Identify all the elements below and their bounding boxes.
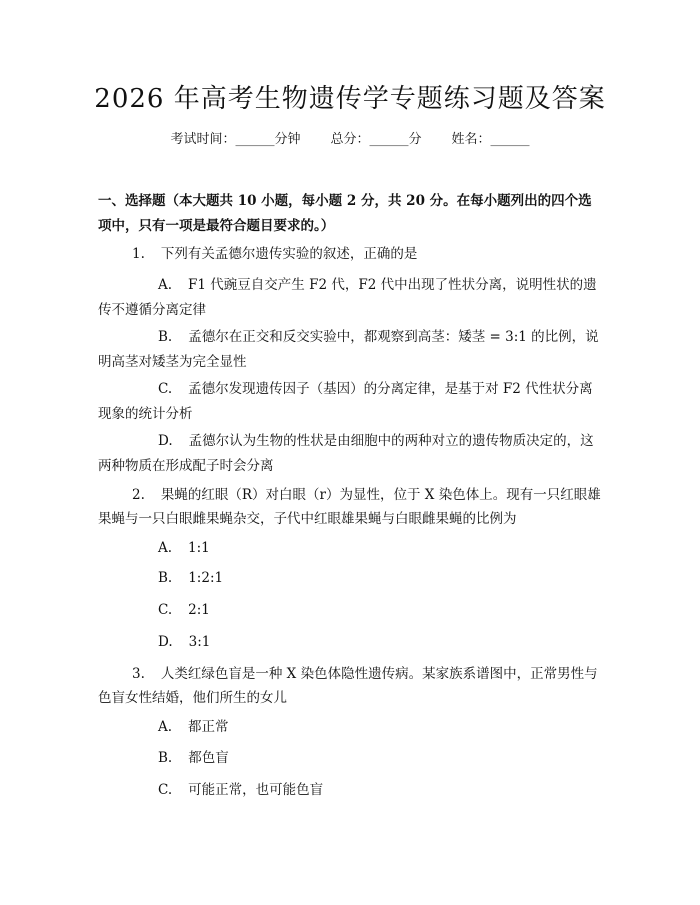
student-name-field: 姓名：______ [451, 132, 530, 147]
option-text: 可能正常，也可能色盲 [188, 782, 324, 798]
question-1-option-a [98, 273, 604, 323]
option-label: B. [158, 750, 173, 766]
option-text: 1:2:1 [188, 570, 224, 586]
option-label: D. [158, 634, 173, 650]
question-1-option-c [98, 377, 604, 427]
question-1-option-b [98, 325, 604, 375]
option-label: A. [158, 719, 173, 735]
question-number: 1. [132, 246, 145, 262]
option-text: 2:1 [188, 602, 210, 618]
question-stem: 下列有关孟德尔遗传实验的叙述，正确的是 [160, 246, 418, 262]
page-title: 2026 年高考生物遗传学专题练习题及答案 [94, 84, 606, 114]
question-stem: 人类红绿色盲是一种 X 染色体隐性遗传病。某家族系谱图中，正常男性与色盲女性结婚，他们所生的女儿 [98, 666, 598, 706]
option-label: B. [158, 570, 173, 586]
option-text: 都正常 [188, 719, 229, 735]
option-text: 孟德尔认为生物的性状是由细胞中的两种对立的遗传物质决定的，这两种物质在形成配子时会分离 [98, 433, 594, 474]
question-2-option-a [158, 536, 598, 561]
option-label: A. [158, 277, 173, 293]
question-2-option-b [158, 566, 598, 591]
option-label: C. [158, 381, 173, 397]
question-3 [98, 662, 604, 710]
option-label: C. [158, 602, 173, 618]
exam-time-field: 考试时间：______分钟 [170, 132, 301, 147]
question-1-option-d [98, 429, 604, 479]
option-text: 孟德尔发现遗传因子（基因）的分离定律，是基于对 F2 代性状分离现象的统计分析 [98, 381, 593, 422]
option-label: C. [158, 782, 173, 798]
exam-meta [0, 130, 700, 150]
option-label: A. [158, 540, 173, 556]
option-text: F1 代豌豆自交产生 F2 代，F2 代中出现了性状分离，说明性状的遗传不遵循分离定律 [98, 277, 597, 318]
option-text: 3:1 [188, 634, 211, 650]
option-text: 1:1 [188, 540, 210, 556]
question-stem: 果蝇的红眼（R）对白眼（r）为显性，位于 X 染色体上。现有一只红眼雄果蝇与一只白眼雌果蝇杂交，子代中红眼雄果蝇与白眼雌果蝇的比例为 [98, 487, 601, 527]
question-1 [98, 242, 604, 266]
question-3-option-a [158, 715, 598, 740]
option-label: B. [158, 329, 173, 345]
option-text: 都色盲 [188, 750, 229, 766]
question-number: 2. [132, 487, 145, 503]
question-2 [98, 483, 604, 531]
question-3-option-c [158, 778, 598, 803]
total-score-field: 总分：______分 [330, 132, 422, 147]
option-label: D. [158, 433, 173, 449]
question-number: 3. [132, 666, 145, 682]
question-2-option-c [158, 598, 598, 623]
section-heading: 一、选择题（本大题共 10 小题，每小题 2 分，共 20 分。在每小题列出的四个选项中，只有一项是最符合题目要求的。） [98, 193, 592, 234]
question-3-option-b [158, 746, 598, 771]
question-2-option-d [158, 630, 598, 655]
option-text: 孟德尔在正交和反交实验中，都观察到高茎：矮茎 = 3:1 的比例，说明高茎对矮茎为完全显性 [98, 329, 599, 370]
